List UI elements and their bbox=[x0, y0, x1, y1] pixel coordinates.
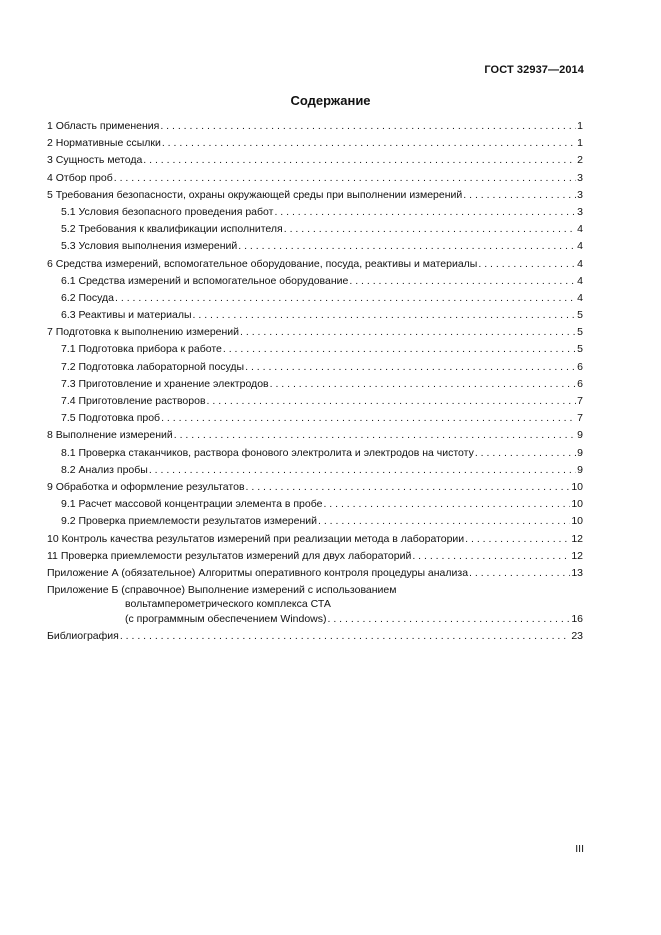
toc-entry-page: 23 bbox=[571, 630, 583, 643]
toc-entry-label: 8 Выполнение измерений bbox=[47, 429, 173, 442]
dot-leader bbox=[240, 324, 576, 341]
toc-entry-page: 6 bbox=[577, 377, 583, 390]
dot-leader bbox=[284, 221, 576, 238]
toc-entry[interactable] bbox=[47, 513, 583, 530]
dot-leader bbox=[463, 187, 576, 204]
dot-leader bbox=[318, 513, 570, 530]
toc-entry[interactable] bbox=[47, 462, 583, 479]
toc-entry[interactable] bbox=[47, 290, 583, 307]
toc-entry-page: 4 bbox=[577, 291, 583, 304]
toc-entry[interactable] bbox=[47, 118, 583, 135]
dot-leader bbox=[245, 359, 576, 376]
toc-entry[interactable] bbox=[47, 341, 583, 358]
toc-entry-label: 9.1 Расчет массовой концентрации элемента в пробе bbox=[61, 498, 323, 511]
toc-entry[interactable] bbox=[47, 582, 583, 628]
toc-entry-page: 5 bbox=[577, 309, 583, 322]
table-of-contents bbox=[47, 118, 583, 645]
toc-entry-label: 6.3 Реактивы и материалы bbox=[61, 309, 192, 322]
toc-entry[interactable] bbox=[47, 238, 583, 255]
toc-entry-page: 13 bbox=[571, 566, 583, 579]
toc-entry-page: 3 bbox=[577, 205, 583, 218]
toc-entry-label: 4 Отбор проб bbox=[47, 171, 113, 184]
toc-entry[interactable] bbox=[47, 548, 583, 565]
toc-entry-label: 5 Требования безопасности, охраны окружающей среды при выполнении измерений bbox=[47, 188, 463, 201]
dot-leader bbox=[223, 341, 576, 358]
toc-entry-label: 9.2 Проверка приемлемости результатов измерений bbox=[61, 515, 317, 528]
toc-entry[interactable] bbox=[47, 427, 583, 444]
toc-entry[interactable] bbox=[47, 204, 583, 221]
toc-entry[interactable] bbox=[47, 152, 583, 169]
toc-entry-label: 8.1 Проверка стаканчиков, раствора фонового электролита и электродов на чистоту bbox=[61, 446, 474, 459]
toc-entry-page: 6 bbox=[577, 360, 583, 373]
toc-entry-page: 7 bbox=[577, 412, 583, 425]
dot-leader bbox=[475, 445, 576, 462]
toc-entry-page: 1 bbox=[577, 120, 583, 132]
dot-leader bbox=[412, 548, 570, 565]
toc-entry-label: 9 Обработка и оформление результатов bbox=[47, 480, 245, 493]
dot-leader bbox=[238, 238, 576, 255]
dot-leader bbox=[160, 118, 576, 135]
toc-entry-label: 7.5 Подготовка проб bbox=[61, 412, 161, 425]
toc-entry[interactable] bbox=[47, 479, 583, 496]
toc-entry[interactable] bbox=[47, 628, 583, 645]
toc-entry-page: 4 bbox=[577, 240, 583, 253]
toc-entry[interactable] bbox=[47, 187, 583, 204]
toc-entry[interactable] bbox=[47, 565, 583, 582]
toc-entry[interactable] bbox=[47, 221, 583, 238]
dot-leader bbox=[469, 565, 570, 582]
toc-entry-label: 3 Сущность метода bbox=[47, 154, 143, 167]
toc-entry-label: 6.1 Средства измерений и вспомогательное оборудование bbox=[61, 274, 349, 287]
dot-leader bbox=[115, 290, 576, 307]
toc-entry-label: 5.3 Условия выполнения измерений bbox=[61, 240, 238, 253]
dot-leader bbox=[328, 611, 571, 628]
dot-leader bbox=[465, 531, 570, 548]
toc-entry[interactable] bbox=[47, 324, 583, 341]
toc-entry-label: 5.1 Условия безопасного проведения работ bbox=[61, 205, 274, 218]
dot-leader bbox=[162, 135, 576, 152]
toc-entry-page: 9 bbox=[577, 446, 583, 459]
toc-entry[interactable] bbox=[47, 410, 583, 427]
toc-entry-page: 9 bbox=[577, 463, 583, 476]
toc-entry-label: 8.2 Анализ пробы bbox=[61, 463, 148, 476]
dot-leader bbox=[161, 410, 576, 427]
toc-entry-page: 4 bbox=[577, 223, 583, 236]
toc-entry-label: 10 Контроль качества результатов измерений при реализации метода в лаборатории bbox=[47, 532, 465, 545]
dot-leader bbox=[207, 393, 577, 410]
dot-leader bbox=[349, 273, 576, 290]
dot-leader bbox=[114, 170, 576, 187]
toc-entry-page: 3 bbox=[577, 188, 583, 201]
toc-entry-label: 1 Область применения bbox=[47, 120, 160, 132]
toc-entry[interactable] bbox=[47, 531, 583, 548]
toc-entry-page: 4 bbox=[577, 257, 583, 270]
dot-leader bbox=[270, 376, 577, 393]
dot-leader bbox=[246, 479, 571, 496]
dot-leader bbox=[274, 204, 576, 221]
toc-entry-page: 5 bbox=[577, 343, 583, 356]
dot-leader bbox=[174, 427, 576, 444]
toc-entry[interactable] bbox=[47, 496, 583, 513]
toc-entry-label: 2 Нормативные ссылки bbox=[47, 137, 161, 150]
toc-entry-page: 5 bbox=[577, 326, 583, 339]
toc-entry-page: 12 bbox=[571, 532, 583, 545]
toc-entry-label: 5.2 Требования к квалификации исполнителя bbox=[61, 223, 283, 236]
toc-entry-label-continued: вольтамперометрического комплекса СТА bbox=[125, 598, 331, 611]
toc-entry[interactable] bbox=[47, 256, 583, 273]
toc-entry[interactable] bbox=[47, 307, 583, 324]
toc-entry-label: 6.2 Посуда bbox=[61, 291, 115, 304]
dot-leader bbox=[193, 307, 577, 324]
toc-entry-page: 3 bbox=[577, 171, 583, 184]
dot-leader bbox=[323, 496, 570, 513]
toc-entry-label: 7.2 Подготовка лабораторной посуды bbox=[61, 360, 245, 373]
toc-entry[interactable] bbox=[47, 135, 583, 152]
page-title: Содержание bbox=[290, 93, 371, 108]
toc-entry-page: 10 bbox=[571, 515, 583, 528]
toc-entry[interactable] bbox=[47, 170, 583, 187]
toc-entry[interactable] bbox=[47, 445, 583, 462]
dot-leader bbox=[120, 628, 570, 645]
toc-entry-page: 10 bbox=[571, 498, 583, 511]
toc-entry-page: 10 bbox=[571, 480, 583, 493]
toc-entry-page: 16 bbox=[571, 613, 583, 626]
dot-leader bbox=[478, 256, 576, 273]
toc-entry-page: 9 bbox=[577, 429, 583, 442]
toc-entry[interactable] bbox=[47, 273, 583, 290]
toc-entry-label: 7.1 Подготовка прибора к работе bbox=[61, 343, 222, 356]
toc-entry-page: 2 bbox=[577, 154, 583, 167]
toc-entry-label: 11 Проверка приемлемости результатов измерений для двух лабораторий bbox=[47, 549, 412, 562]
toc-entry[interactable] bbox=[47, 376, 583, 393]
toc-entry-page: 4 bbox=[577, 274, 583, 287]
toc-entry-label: 6 Средства измерений, вспомогательное оборудование, посуда, реактивы и материалы bbox=[47, 257, 478, 270]
page-number: III bbox=[575, 843, 584, 855]
toc-entry[interactable] bbox=[47, 359, 583, 376]
toc-entry-label-continued: (с программным обеспечением Windows) bbox=[125, 613, 327, 626]
toc-entry-label: Приложение Б (справочное) Выполнение измерений с использованием bbox=[47, 584, 397, 597]
toc-entry-label: 7.4 Приготовление растворов bbox=[61, 395, 206, 407]
document-code: ГОСТ 32937—2014 bbox=[484, 64, 584, 76]
toc-entry-label: Приложение А (обязательное) Алгоритмы оперативного контроля процедуры анализа bbox=[47, 566, 469, 579]
toc-entry-page: 7 bbox=[577, 395, 583, 407]
dot-leader bbox=[149, 462, 576, 479]
toc-entry-page: 1 bbox=[577, 137, 583, 150]
toc-entry-label: Библиография bbox=[47, 630, 119, 643]
toc-entry-label: 7 Подготовка к выполнению измерений bbox=[47, 326, 240, 339]
toc-entry[interactable] bbox=[47, 393, 583, 410]
dot-leader bbox=[143, 152, 576, 169]
toc-entry-label: 7.3 Приготовление и хранение электродов bbox=[61, 377, 269, 390]
toc-entry-page: 12 bbox=[571, 549, 583, 562]
